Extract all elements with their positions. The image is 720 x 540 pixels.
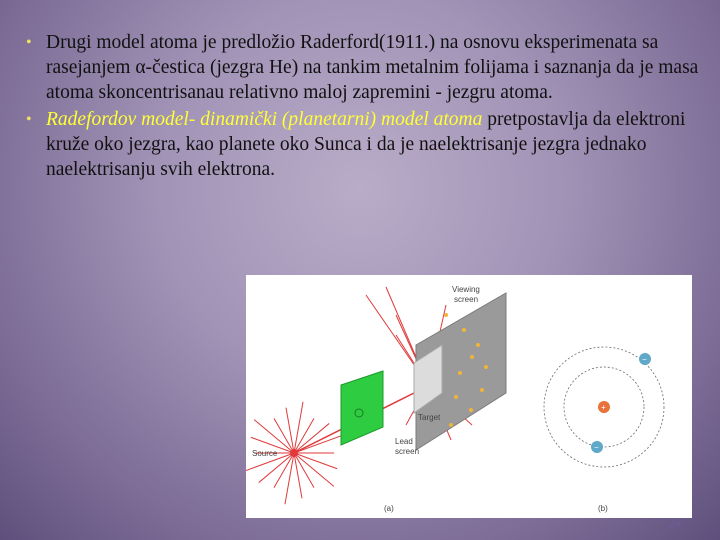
label-source: Source: [252, 449, 278, 458]
scintillation: [444, 313, 448, 317]
bullet-marker: •: [26, 34, 32, 51]
label-viewing-2: screen: [454, 295, 479, 304]
label-target: Target: [418, 413, 441, 422]
scintillation: [449, 423, 453, 427]
label-lead-2: screen: [395, 447, 420, 456]
scintillation: [470, 355, 474, 359]
bullet-text: Drugi model atoma je predložio Raderford(1911.) na osnovu eksperimenata sa rasejanjem α-čestica (jezgra He) na tankim metalnim folijama i saznanja da je masa atoma skoncentrisanau relativno maloj zapremini - jezgru atoma.: [46, 32, 699, 103]
scintillation: [484, 365, 488, 369]
bullet-item-1: [24, 30, 704, 105]
bullet-item-2: [24, 107, 704, 182]
page-number: 24: [668, 515, 681, 530]
label-lead-1: Lead: [395, 437, 413, 446]
ray: [294, 453, 337, 469]
scintillation: [454, 395, 458, 399]
bullet-marker: •: [26, 111, 32, 128]
scintillation: [476, 343, 480, 347]
label-panel-b: (b): [598, 504, 608, 513]
bullet-text: pretpostavlja da elektroni kruže oko jezgra, kao planete oko Sunca i da je naelektrisanje jezgra jednako naelektrisanju svih elektrona.: [46, 109, 686, 180]
ray: [294, 453, 334, 486]
scintillation: [462, 328, 466, 332]
electron-sign-1: −: [642, 355, 647, 364]
scintillation: [458, 371, 462, 375]
electron-sign-2: −: [594, 443, 599, 452]
label-viewing-1: Viewing: [452, 285, 480, 294]
rutherford-figure: [246, 275, 692, 518]
bullet-emphasis: Radefordov model- dinamički (planetarni) model atoma: [46, 109, 483, 130]
bullet-list: [24, 30, 704, 184]
scintillation: [480, 388, 484, 392]
ray: [254, 420, 294, 453]
scintillation: [469, 408, 473, 412]
source-dot: [290, 449, 298, 457]
nucleus-sign: +: [601, 403, 606, 412]
lead-screen: [341, 371, 383, 445]
label-panel-a: (a): [384, 504, 394, 513]
ray: [294, 435, 343, 453]
figure-illustration: [246, 275, 692, 518]
